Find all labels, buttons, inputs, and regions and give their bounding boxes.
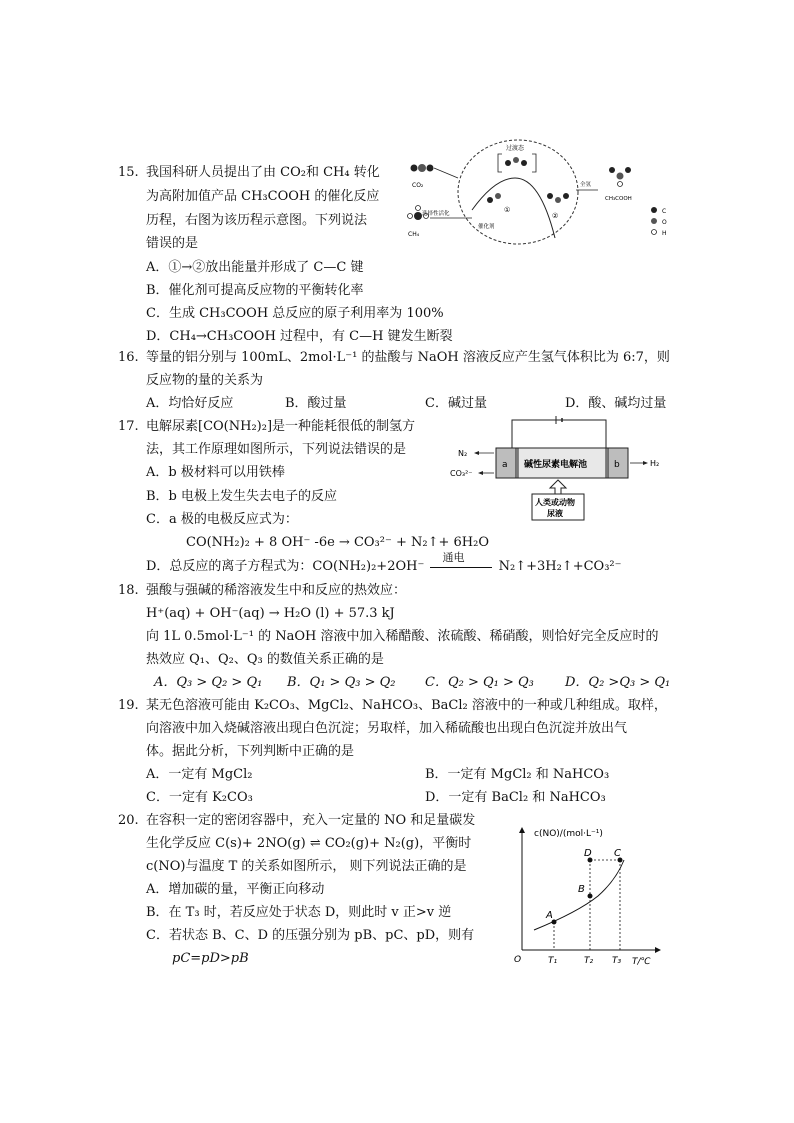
co2-label: CO₂	[412, 182, 424, 189]
option-c: C．Q₂ > Q₁ > Q₃	[425, 675, 534, 690]
option-a: A．b 极材料可以用铁棒	[146, 465, 285, 480]
question-text: 反应物的量的关系为	[146, 373, 264, 388]
question-text: 某无色溶液可能由 K₂CO₃、MgCl₂、NaHCO₃、BaCl₂ 溶液中的一种或几种组成。取样，	[146, 698, 667, 713]
question-text: c(NO)与温度 T 的关系如图所示， 则下列说法正确的是	[146, 859, 467, 874]
point-b	[588, 894, 593, 899]
legend-c: C	[662, 208, 667, 215]
option-c: C．一定有 K₂CO₃	[146, 790, 253, 805]
question-text: 我国科研人员提出了由 CO₂和 CH₄ 转化	[146, 165, 380, 180]
x-axis-label: T/℃	[632, 957, 651, 967]
question-number: 16.	[118, 350, 139, 365]
question-number: 18.	[118, 583, 139, 598]
tick-t1: T₁	[548, 956, 558, 966]
option-d: D．一定有 BaCl₂ 和 NaHCO₃	[425, 790, 606, 805]
option-c-equation: CO(NH₂)₂ + 8 OH⁻ -6e → CO₃²⁻ + N₂↑+ 6H₂O	[186, 535, 489, 550]
option-c: C．若状态 B、C、D 的压强分别为 pB、pC、pD，则有	[146, 928, 475, 943]
option-b: B．在 T₃ 时，若反应处于状态 D，则此时 v 正>v 逆	[146, 905, 452, 920]
step-2-label: ②	[552, 212, 559, 220]
option-b: B．催化剂可提高反应物的平衡转化率	[146, 283, 364, 298]
option-d-products: N₂↑+3H₂↑+CO₃²⁻	[498, 559, 622, 574]
full-hydrogen-label: 全氢	[580, 182, 592, 188]
reaction-arrow	[428, 551, 494, 576]
n2-label: N₂	[458, 449, 468, 458]
question-text: 在容积一定的密闭容器中，充入一定量的 NO 和足量碳发	[146, 813, 476, 828]
option-b: B．b 电极上发生失去电子的反应	[146, 489, 338, 504]
question-text: 体。据此分析，下列判断中正确的是	[146, 744, 355, 759]
electrode-b-label: b	[614, 460, 620, 470]
reaction-mechanism-figure	[400, 138, 675, 248]
transition-state-label: 过渡态	[506, 145, 525, 152]
question-text: 电解尿素[CO(NH₂)₂]是一种能耗很低的制氢方	[146, 419, 416, 434]
ch4-label: CH₄	[408, 231, 420, 238]
urine-source-label: 人类或动物	[535, 498, 575, 507]
option-d: D．Q₂ >Q₃ > Q₁	[565, 675, 671, 690]
question-text: 法，其工作原理如图所示，下列说法错误的是	[146, 442, 407, 457]
point-c-label: C	[614, 848, 621, 859]
step-1-label: ①	[504, 206, 511, 214]
electrode-a-label: a	[502, 460, 508, 470]
option-c: C．生成 CH₃COOH 总反应的原子利用率为 100%	[146, 306, 444, 321]
question-text: 热效应 Q₁、Q₂、Q₃ 的数值关系正确的是	[146, 652, 384, 667]
legend-o: O	[662, 219, 667, 226]
option-c: C．碱过量	[425, 396, 487, 411]
question-number: 17.	[118, 419, 139, 434]
question-text: 向溶液中加入烧碱溶液出现白色沉淀；另取样，加入稀硫酸也出现白色沉淀并放出气	[146, 721, 628, 736]
option-d: D．酸、碱均过量	[565, 396, 667, 411]
question-text: 生化学反应 C(s)+ 2NO(g) ⇌ CO₂(g)+ N₂(g)，平衡时	[146, 836, 472, 851]
tick-t2: T₂	[584, 956, 594, 966]
carbonate-label: CO₃²⁻	[450, 469, 473, 478]
electrolysis-condition: 通电	[442, 551, 465, 564]
thermochemical-equation: H⁺(aq) + OH⁻(aq) → H₂O (l) + 57.3 kJ	[146, 606, 395, 621]
question-number: 20.	[118, 813, 139, 828]
question-text: 强酸与强碱的稀溶液发生中和反应的热效应：	[146, 583, 407, 598]
electrolysis-cell-figure	[446, 416, 676, 526]
option-a: A．均恰好反应	[146, 396, 234, 411]
option-b: B．Q₁ > Q₃ > Q₂	[287, 675, 396, 690]
point-b-label: B	[578, 884, 585, 895]
cell-label: 碱性尿素电解池	[524, 460, 588, 470]
question-text: 向 1L 0.5mol·L⁻¹ 的 NaOH 溶液中加入稀醋酸、浓硫酸、稀硝酸，则恰好完全反应时的	[146, 629, 659, 644]
option-d-reactants: D．总反应的离子方程式为：CO(NH₂)₂+2OH⁻	[146, 559, 425, 574]
question-text: 等量的铝分别与 100mL、2mol·L⁻¹ 的盐酸与 NaOH 溶液反应产生氢气体积比为 6:7，则	[146, 350, 670, 365]
question-text: 为高附加值产品 CH₃COOH 的催化反应	[146, 189, 380, 204]
question-number: 15.	[118, 165, 139, 180]
option-b: B．酸过量	[285, 396, 347, 411]
tick-t3: T₃	[612, 956, 622, 966]
option-d	[146, 551, 622, 576]
question-number: 19.	[118, 698, 139, 713]
point-d-label: D	[584, 848, 592, 859]
option-a: A．Q₃ > Q₂ > Q₁	[154, 675, 263, 690]
question-text: 历程，右图为该历程示意图。下列说法	[146, 213, 368, 228]
option-b: B．一定有 MgCl₂ 和 NaHCO₃	[425, 767, 610, 782]
selective-activation-label: 选择性活化	[422, 211, 450, 217]
y-axis-label: c(NO)/(mol·L⁻¹)	[534, 829, 603, 839]
legend-h: H	[662, 230, 667, 237]
concentration-temperature-graph	[508, 822, 668, 970]
option-c-continued: pC=pD>pB	[172, 951, 249, 966]
option-a: A．增加碳的量，平衡正向移动	[146, 882, 325, 897]
urine-label: 尿液	[547, 509, 563, 518]
question-text: 错误的是	[146, 236, 199, 251]
point-a-label: A	[546, 910, 553, 921]
option-c: C．a 极的电极反应式为：	[146, 512, 298, 527]
product-label: CH₃COOH	[605, 196, 632, 202]
catalyst-label: 催化剂	[478, 224, 495, 230]
option-a: A．一定有 MgCl₂	[146, 767, 253, 782]
h2-label: H₂	[650, 459, 660, 468]
option-a: A．①→②放出能量并形成了 C—C 键	[146, 260, 364, 275]
origin-label: O	[514, 955, 522, 965]
option-d: D．CH₄→CH₃COOH 过程中，有 C—H 键发生断裂	[146, 329, 453, 344]
